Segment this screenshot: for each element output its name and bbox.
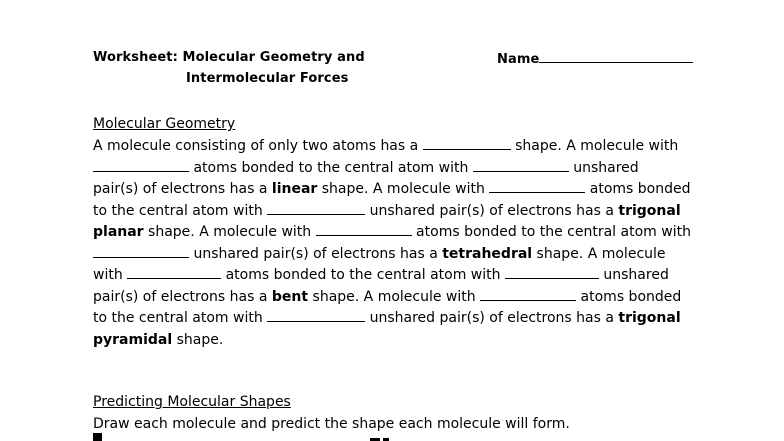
name-blank-line xyxy=(539,50,693,63)
text-segment: atoms bonded to the central atom with xyxy=(411,224,691,240)
fill-in-blank xyxy=(316,223,412,236)
paragraph-line xyxy=(93,201,691,223)
text-segment: shape. A molecule with xyxy=(308,288,481,305)
paragraph-line xyxy=(93,136,691,158)
text-segment: A molecule consisting of only two atoms has a xyxy=(93,138,423,154)
paragraph-line xyxy=(93,222,691,244)
bold-term: tetrahedral xyxy=(442,245,533,262)
bold-term: trigonal xyxy=(618,202,681,219)
text-segment: shape. A molecule xyxy=(532,245,666,262)
text-segment: unshared xyxy=(568,159,639,176)
fill-in-blank xyxy=(93,159,189,172)
bold-term: bent xyxy=(271,288,309,305)
cut-off-glyph xyxy=(93,433,102,441)
fill-in-blank xyxy=(267,202,365,215)
text-segment: pair(s) of electrons has a xyxy=(93,288,272,305)
bold-term: linear xyxy=(271,181,318,197)
fill-in-blank xyxy=(93,245,189,258)
fill-in-blank xyxy=(505,266,599,279)
text-segment: unshared xyxy=(598,267,669,283)
fill-in-blank xyxy=(489,180,585,193)
worksheet-title-line-1: Worksheet: Molecular Geometry and xyxy=(93,50,365,65)
worksheet-title-line-2: Intermolecular Forces xyxy=(186,71,349,86)
bold-term: trigonal xyxy=(618,310,681,326)
section-title-predicting-shapes: Predicting Molecular Shapes xyxy=(93,394,291,410)
fill-in-blank xyxy=(423,137,511,150)
text-segment: shape. A molecule with xyxy=(317,181,490,197)
paragraph-line xyxy=(93,158,691,180)
bold-term: planar xyxy=(93,224,144,240)
paragraph-line xyxy=(93,330,691,352)
paragraph-line xyxy=(93,265,691,287)
paragraph-line xyxy=(93,287,691,309)
paragraph-line xyxy=(93,244,691,266)
text-segment: to the central atom with xyxy=(93,202,268,219)
text-segment: with xyxy=(93,267,128,283)
text-segment: atoms bonded to the central atom with xyxy=(221,267,505,283)
name-field-row xyxy=(497,50,693,67)
fill-in-blank xyxy=(267,309,365,322)
molecular-geometry-paragraph xyxy=(93,136,691,351)
text-segment: shape. A molecule with xyxy=(510,138,679,154)
paragraph-line xyxy=(93,308,691,330)
fill-in-blank xyxy=(480,288,576,301)
text-segment: unshared pair(s) of electrons has a xyxy=(365,202,619,219)
fill-in-blank xyxy=(127,266,221,279)
name-label: Name xyxy=(497,52,540,67)
instruction-line: Draw each molecule and predict the shape each molecule will form. xyxy=(93,416,570,432)
text-segment: atoms bonded to the central atom with xyxy=(189,159,473,176)
paragraph-line xyxy=(93,179,691,201)
section-title-molecular-geometry: Molecular Geometry xyxy=(93,116,236,132)
fill-in-blank xyxy=(473,159,569,172)
text-segment: shape. xyxy=(172,331,224,348)
text-segment: to the central atom with xyxy=(93,310,268,326)
text-segment: atoms bonded xyxy=(585,181,691,197)
bold-term: pyramidal xyxy=(93,331,173,348)
cut-off-next-line xyxy=(93,433,693,441)
text-segment: atoms bonded xyxy=(576,288,682,305)
text-segment: unshared pair(s) of electrons has a xyxy=(189,245,443,262)
text-segment: unshared pair(s) of electrons has a xyxy=(365,310,619,326)
text-segment: shape. A molecule with xyxy=(143,224,316,240)
text-segment: pair(s) of electrons has a xyxy=(93,181,272,197)
